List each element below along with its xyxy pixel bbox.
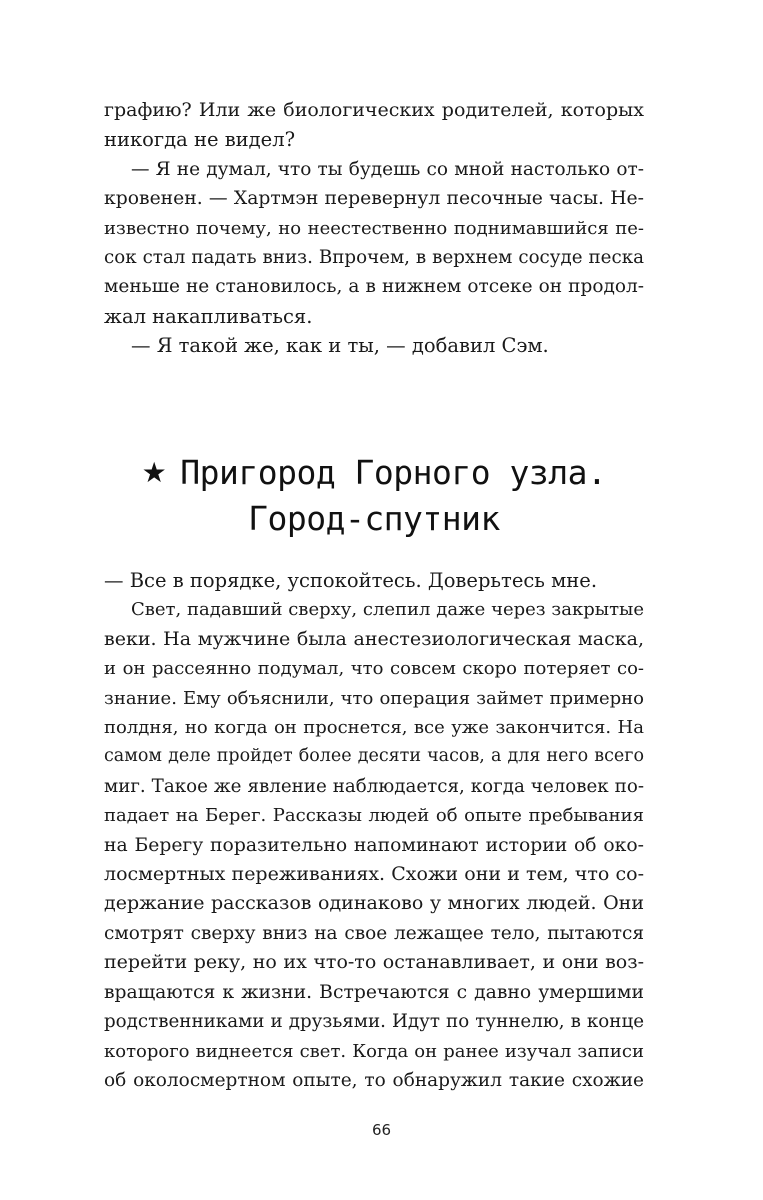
text-line: графию? Или же биологических родителей, которых (104, 99, 644, 121)
text-line: вращаются к жизни. Встречаются с давно умершими (104, 981, 644, 1003)
chapter-heading (104, 451, 644, 541)
text-line: об околосмертном опыте, то обнаружил такие схожие (104, 1069, 644, 1091)
text-line: Свет, падавший сверху, слепил даже через закрытые (131, 599, 644, 621)
text-line: держание рассказов одинаково у многих людей. Они (104, 892, 644, 915)
text-line: на Берегу поразительно напоминают истории об око- (104, 834, 644, 856)
text-line: смотрят сверху вниз на свое лежащее тело, пытаются (104, 922, 644, 944)
text-line: лосмертных переживаниях. Схожи они и тем, что со- (104, 863, 644, 886)
heading-line-2: Город-спутник (248, 499, 500, 538)
heading-line-1 (104, 451, 644, 497)
text-line: веки. На мужчине была анестезиологическая маска, (104, 627, 644, 650)
text-line: полдня, но когда он проснется, все уже закончится. На (104, 717, 644, 739)
heading-text-1: Пригород Горного узла. (180, 453, 607, 492)
text-line: — Я такой же, как и ты, — добавил Сэм. (131, 334, 549, 358)
text-line: падает на Берег. Рассказы людей об опыте пребывания (104, 805, 644, 827)
text-line: меньше не становилось, а в нижнем отсеке он продол- (104, 276, 644, 298)
text-line: родственниками и друзьями. Идут по туннелю, в конце (104, 1011, 644, 1033)
text-line: — Я не думал, что ты будешь со мной настолько от- (131, 158, 644, 180)
star-icon: ★ (141, 456, 167, 489)
text-line: жал накапливаться. (104, 304, 313, 328)
text-line: и он рассеянно подумал, что совсем скоро потеряет со- (104, 658, 644, 680)
text-line: — Все в порядке, успокойтесь. Доверьтесь мне. (104, 569, 598, 592)
text-line: кровенен. — Хартмэн перевернул песочные часы. Не- (104, 188, 644, 210)
text-line: которого виднеется свет. Когда он ранее изучал записи (104, 1040, 644, 1062)
text-line: никогда не видел? (104, 128, 296, 152)
text-line: знание. Ему объяснили, что операция займет примерно (104, 687, 644, 709)
text-line: сок стал падать вниз. Впрочем, в верхнем сосуде песка (104, 247, 644, 269)
bottom-text (104, 566, 644, 1095)
text-line: известно почему, но неестественно поднимавшийся пе- (104, 217, 644, 239)
text-line: миг. Такое же явление наблюдается, когда человек по- (104, 775, 644, 797)
top-text (104, 96, 644, 361)
page-number: 66 (371, 1121, 392, 1139)
text-line: самом деле пройдет более десяти часов, а для него всего (104, 746, 644, 767)
text-line: перейти реку, но их что-то останавливает, и они воз- (104, 951, 644, 974)
